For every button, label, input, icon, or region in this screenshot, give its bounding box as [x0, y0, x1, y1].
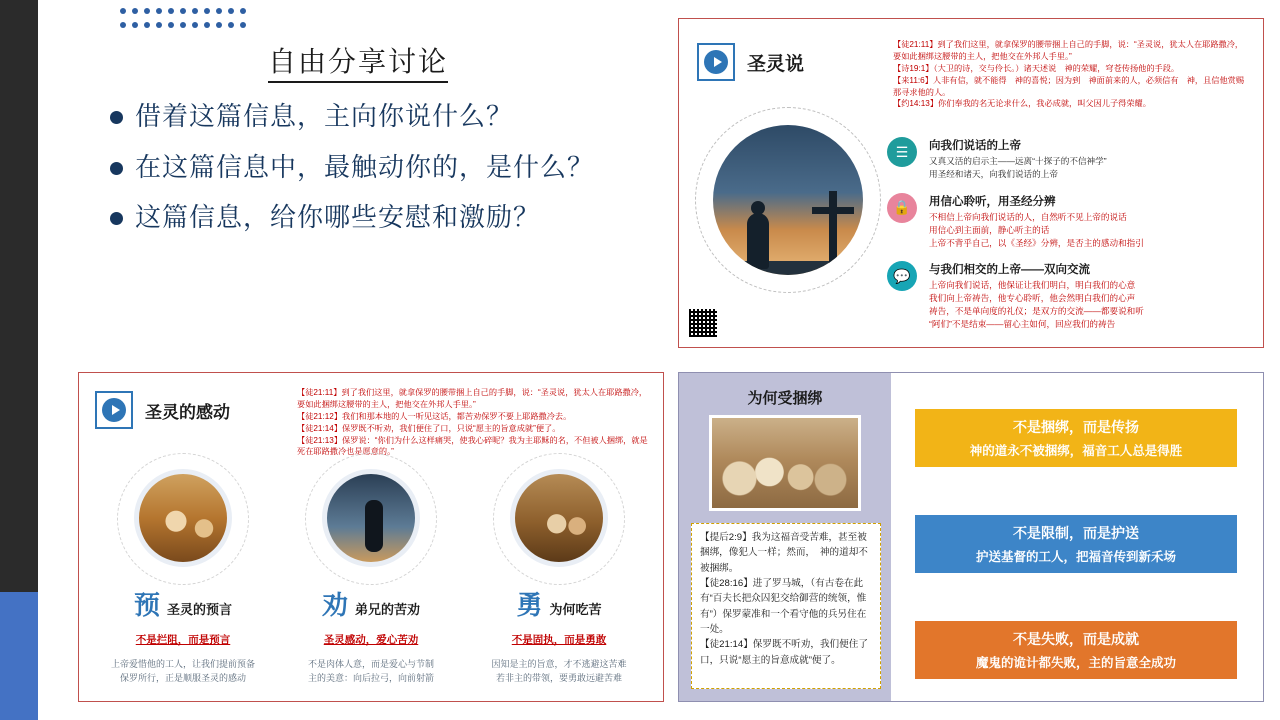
- column-courage: [465, 469, 653, 686]
- bullet-dot-icon: [110, 111, 123, 124]
- photo-paul-preaching: [709, 415, 861, 511]
- column-emphasis: 不是拦阻，而是预言: [135, 634, 231, 646]
- scripture-line: 【徒21:14】保罗既不听劝，我们便住了口，只说“愿主的旨意成就”便了。: [700, 639, 868, 666]
- column-big-character: 劝: [321, 591, 348, 621]
- card-line-2: 神的道永不被捆绑，福音工人总是得胜: [969, 444, 1183, 458]
- photo-archer: [322, 469, 420, 567]
- scripture-block: [691, 523, 881, 689]
- list-item: [110, 151, 660, 186]
- column-heading: [277, 585, 465, 622]
- point-line: 我们向上帝祷告，他专心聆听，他会然明白我们的心声: [929, 293, 1136, 304]
- column-note-line: 上帝爱惜他的工人，让我们提前预备: [110, 659, 255, 669]
- scripture-line: 【提后2:9】我为这福音受苦难，甚至被捆绑，像犯人一样；然而， 神的道却不被捆绑。: [700, 532, 868, 574]
- panel-discussion: [38, 0, 678, 364]
- left-column: [679, 373, 891, 701]
- left-dark-rail: [0, 0, 38, 592]
- scripture-line: 【约14:13】你们奉我的名无论求什么，我必成就，叫父因儿子得荣耀。: [893, 99, 1151, 109]
- left-blue-rail: [0, 592, 38, 720]
- lock-icon: 🔒: [887, 193, 917, 223]
- column-exhortation: [277, 469, 465, 686]
- card-line-1: 不是捆绑，而是传扬: [1013, 419, 1139, 435]
- scripture-line: 【徒21:11】到了我们这里，就拿保罗的腰带捆上自己的手脚，说：“圣灵说，犹太人在耶路撒冷，要如此捆绑这腰带的主人，把他交在外邦人手里。”: [297, 388, 648, 409]
- column-heading: [465, 585, 653, 622]
- column-emphasis: 圣灵感动，爱心苦劝: [323, 634, 419, 646]
- callout-card-accomplish: [915, 621, 1237, 679]
- column-note: [277, 657, 465, 686]
- column-big-character: 预: [133, 591, 160, 621]
- list-item: [110, 100, 660, 135]
- dot-grid-decoration: [120, 8, 250, 34]
- column-subtitle: 为何吃苦: [549, 602, 602, 617]
- scripture-line: 【诗19:1】（大卫的诗，交与伶长。）诸天述说 神的荣耀，穹苍传扬他的手段。: [893, 63, 1180, 73]
- right-column: [891, 373, 1263, 701]
- column-note-line: 因知是主的旨意，才不逃避这苦难: [491, 659, 627, 669]
- scripture-line: 【徒21:13】保罗说：“你们为什么这样痛哭，使我心碎呢？我为主耶稣的名，不但被人捆绑，就是死在耶路撒冷也是愿意的。”: [297, 435, 648, 457]
- column-heading: [89, 585, 277, 622]
- qr-code-icon: [689, 309, 717, 337]
- bullet-label: 在这篇信息中，最触动你的，是什么？: [135, 152, 595, 183]
- column-note-line: 主的美意：向后拉弓，向前射箭: [307, 673, 434, 684]
- scripture-line: 【徒21:11】到了我们这里，就拿保罗的腰带捆上自己的手脚，说：“圣灵说，犹太人在耶路撒冷，要如此捆绑这腰带的主人，把他交在外邦人手里。”: [893, 40, 1244, 61]
- three-column-group: [89, 469, 655, 686]
- bullet-label: 借着这篇信息，主向你说什么？: [135, 102, 514, 132]
- card-line-1: 不是限制，而是护送: [1013, 525, 1139, 541]
- point-title: 用信心聆听，用圣经分辨: [929, 195, 1056, 208]
- point-line: 又真又活的启示主——远离“十探子的不信神学”: [929, 156, 1107, 166]
- column-subtitle: 圣灵的预言: [167, 602, 233, 617]
- page-title: [38, 40, 678, 80]
- card-line-2: 护送基督的工人，把福音传到新禾场: [975, 550, 1176, 564]
- scripture-block: [893, 39, 1249, 110]
- card-line-2: 魔鬼的诡计都失败，主的旨意全成功: [975, 656, 1176, 670]
- callout-card-proclaim: [915, 409, 1237, 467]
- bullet-dot-icon: [110, 212, 123, 225]
- layers-icon: ☰: [887, 137, 917, 167]
- scripture-line: 【来11:6】人非有信，就不能得 神的喜悦；因为到 神面前来的人，必须信有 神，且信他赏赐那寻求他的人。: [893, 75, 1245, 97]
- scripture-block: [297, 387, 649, 458]
- points-list: [887, 137, 1255, 343]
- column-big-character: 勇: [516, 591, 543, 621]
- slide-header: [697, 43, 804, 81]
- point-line: “阿们”不是结束——留心主如何，回应我们的祷告: [929, 319, 1116, 330]
- scripture-line: 【徒28:16】进了罗马城，（有古卷在此有“百夫长把众囚犯交给御营的统领，惟有”）保罗蒙准和一个看守他的兵另住在一处。: [700, 578, 867, 636]
- point-line: 上帝不背乎自己，以《圣经》分辨，是否主的感动和指引: [929, 237, 1144, 248]
- column-note: [465, 657, 653, 686]
- slide-holy-spirit-moving: [78, 372, 664, 702]
- point-title: 与我们相交的上帝——双向交流: [929, 264, 1090, 277]
- chat-icon: 💬: [887, 261, 917, 291]
- bullet-label: 这篇信息，给你哪些安慰和激励？: [135, 203, 541, 234]
- column-note-line: 保罗所行，正是顺服圣灵的感动: [119, 673, 246, 684]
- callout-card-escort: [915, 515, 1237, 573]
- play-button-icon: [697, 43, 735, 81]
- column-note-line: 不是肉体人意，而是爱心与节制: [307, 659, 434, 669]
- scripture-line: 【徒21:12】我们和那本地的人一听见这话，都苦劝保罗不要上耶路撒冷去。: [297, 411, 572, 421]
- discussion-bullet-list: [110, 100, 660, 252]
- page-title-text: 自由分享讨论: [268, 45, 448, 83]
- list-item: [887, 261, 1255, 331]
- slide-header: [95, 391, 230, 429]
- column-prophecy: [89, 469, 277, 686]
- column-emphasis: 不是固执，而是勇敢: [511, 634, 607, 646]
- photo-suffering: [510, 469, 608, 567]
- slide-why-bound: [678, 372, 1264, 702]
- slide-title: 圣灵的感动: [145, 402, 230, 422]
- slide-title: 圣灵说: [747, 53, 805, 75]
- slide-title: 为何受捆绑: [747, 390, 823, 407]
- card-line-1: 不是失败，而是成就: [1013, 631, 1139, 647]
- point-title: 向我们说话的上帝: [929, 140, 1021, 152]
- slide-holy-spirit-speaks: [678, 18, 1264, 348]
- point-line: 用信心到主面前，静心听主的话: [929, 224, 1050, 235]
- column-note: [89, 657, 277, 686]
- point-line: 上帝向我们说话，他保证让我们明白，明白我们的心意: [929, 280, 1136, 291]
- point-line: 不相信上帝向我们说话的人，自然听不见上帝的说话: [929, 211, 1127, 222]
- bullet-dot-icon: [110, 162, 123, 175]
- prayer-photo: [713, 125, 863, 275]
- list-item: [887, 193, 1255, 250]
- list-item: [110, 201, 660, 236]
- photo-apostles: [134, 469, 232, 567]
- column-subtitle: 弟兄的苦劝: [355, 602, 421, 617]
- photo-silhouette-cross: [713, 125, 863, 275]
- scripture-line: 【徒21:14】保罗既不听劝，我们便住了口，只说“愿主的旨意成就”便了。: [297, 423, 561, 433]
- list-item: [887, 137, 1255, 181]
- point-line: 用圣经和诸天，向我们说话的上帝: [929, 168, 1058, 179]
- play-button-icon: [95, 391, 133, 429]
- point-line: 祷告，不是单向度的礼仪；是双方的交流——都要说和听: [929, 306, 1144, 317]
- column-note-line: 若非主的带领，要勇敢远避苦难: [495, 673, 622, 684]
